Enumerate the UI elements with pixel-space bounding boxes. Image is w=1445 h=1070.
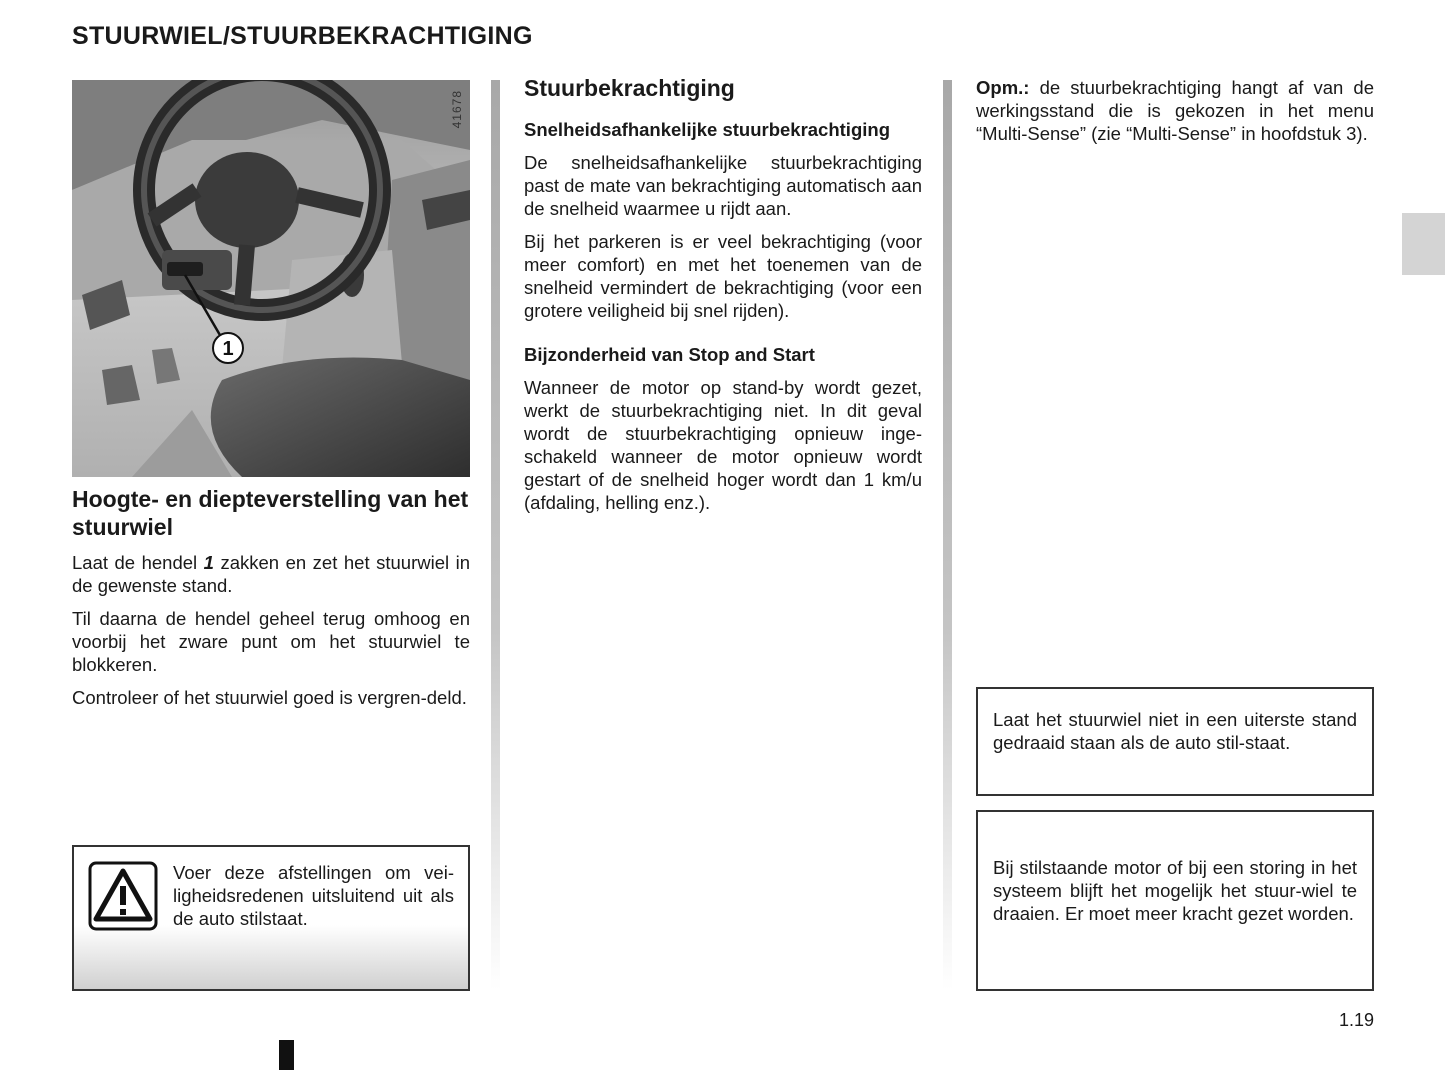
heading-steering-adjustment: Hoogte- en diepteverstelling van het stuurwiel	[72, 486, 469, 540]
column-left	[72, 80, 470, 719]
lever-reference: 1	[203, 552, 214, 573]
callout-1-marker	[211, 331, 245, 365]
paragraph-lock-lever: Til daarna de hendel geheel terug omhoog en voorbij het zware punt om het stuurwiel te blokkeren.	[72, 608, 470, 675]
steering-wheel-photo	[72, 80, 470, 477]
heading-power-steering: Stuurbekrachtiging	[524, 75, 735, 101]
note-box-1-text: Laat het stuurwiel niet in een uiterste stand gedraaid staan als de auto stil-staat.	[993, 709, 1357, 753]
column-divider-right	[943, 80, 952, 990]
warning-triangle-icon	[88, 861, 158, 931]
print-mark	[279, 1040, 294, 1070]
paragraph-speed-dependent-1: De snelheidsafhankelijke stuurbekrachtiging past de mate van bekrachtiging automatisch aan de snelheid waarmee u rijdt aan.	[524, 152, 922, 219]
image-reference-number: 41678	[450, 90, 464, 129]
page-title: STUURWIEL/STUURBEKRACHTIGING	[72, 22, 533, 50]
note-box-2-text: Bij stilstaande motor of bij een storing in het systeem blijft het mogelijk het stuur-wiel te draaien. Er moet meer kracht gezet worden.	[993, 857, 1357, 924]
warning-box	[72, 845, 470, 991]
note-box-wheel-position	[976, 687, 1374, 796]
subheading-stop-and-start: Bijzonderheid van Stop and Start	[524, 344, 815, 365]
note-box-engine-off	[976, 810, 1374, 991]
warning-text: Voer deze afstellingen om vei-ligheidsredenen uitsluitend uit als de auto stilstaat.	[173, 862, 454, 929]
note-multi-sense: Opm.: de stuurbekrachtiging hangt af van de werkingsstand die is gekozen in het menu “Multi-Sense” (zie “Multi-Sense” in hoofdstuk 3).	[976, 77, 1374, 144]
steering-wheel-illustration	[72, 80, 470, 477]
paragraph-lower-lever: Laat de hendel 1 zakken en zet het stuurwiel in de gewenste stand.	[72, 552, 471, 596]
paragraph-check-locked: Controleer of het stuurwiel goed is vergren-deld.	[72, 687, 467, 708]
column-middle	[524, 74, 922, 524]
column-right	[976, 76, 1374, 155]
paragraph-stop-and-start: Wanneer de motor op stand-by wordt gezet, werkt de stuurbekrachtiging niet. In dit geval wordt de stuurbekrachtiging opnieuw inge-schakeld wanneer de motor opnieuw wordt gestart of de snelheid hoger wordt dan 1 km/u (afdaling, helling enz.).	[524, 377, 922, 513]
callout-label: 1	[222, 338, 234, 360]
column-divider-left	[491, 80, 500, 990]
paragraph-speed-dependent-2: Bij het parkeren is er veel bekrachtiging (voor meer comfort) en met het toenemen van de snelheid vermindert de bekrachtiging (voor een grotere veiligheid bij snel rijden).	[524, 231, 922, 321]
subheading-speed-dependent: Snelheidsafhankelijke stuurbekrachtiging	[524, 119, 890, 140]
chapter-tab-marker	[1402, 213, 1445, 275]
note-label: Opm.:	[976, 77, 1030, 98]
page-number: 1.19	[1338, 1010, 1374, 1030]
